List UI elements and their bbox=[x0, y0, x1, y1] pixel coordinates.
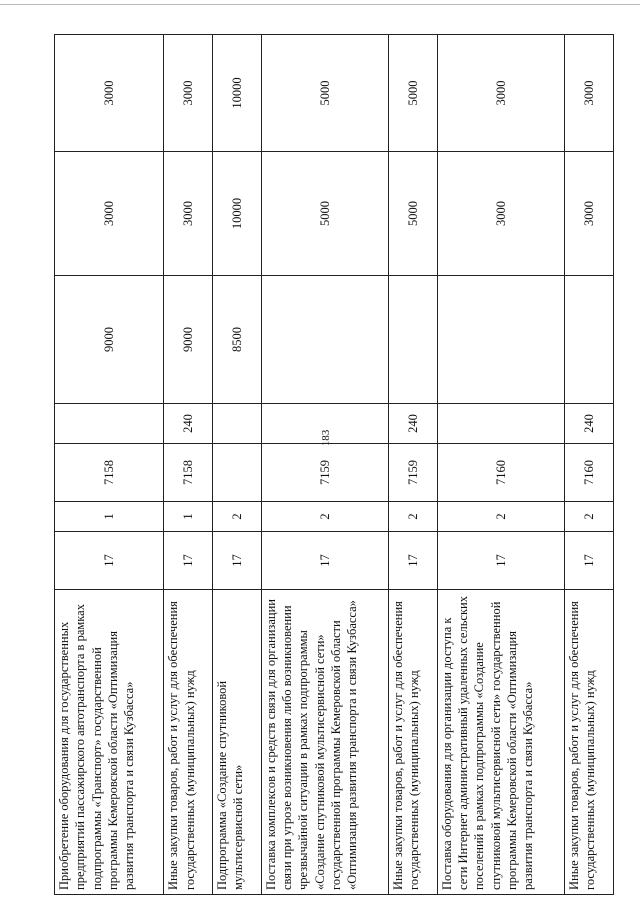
cell-amount-2: 5000 bbox=[389, 152, 438, 276]
row-description: Иные закупки товаров, работ и услуг для обеспечения государственных (муниципальных) нужд bbox=[164, 590, 213, 895]
cell-amount-3: 3000 bbox=[55, 35, 164, 152]
table-row bbox=[261, 35, 388, 895]
cell-subsection: 1 bbox=[55, 502, 164, 532]
table-row bbox=[164, 35, 213, 895]
cell-amount-2: 3000 bbox=[55, 152, 164, 276]
cell-amount-1: 9000 bbox=[164, 276, 213, 404]
scan-edge-line bbox=[0, 4, 640, 5]
cell-expense-type bbox=[261, 404, 388, 444]
cell-amount-3: 5000 bbox=[389, 35, 438, 152]
cell-expense-type: 240 bbox=[389, 404, 438, 444]
cell-expense-type: 240 bbox=[565, 404, 614, 444]
cell-section: 17 bbox=[565, 532, 614, 590]
cell-amount-3: 3000 bbox=[437, 35, 564, 152]
cell-amount-2: 10000 bbox=[213, 152, 262, 276]
cell-expense-type bbox=[213, 404, 262, 444]
cell-section: 17 bbox=[55, 532, 164, 590]
cell-amount-3: 5000 bbox=[261, 35, 388, 152]
cell-target-article: 7160 bbox=[565, 444, 614, 502]
cell-section: 17 bbox=[164, 532, 213, 590]
cell-expense-type bbox=[55, 404, 164, 444]
cell-target-article bbox=[213, 444, 262, 502]
page-number: 183 bbox=[320, 429, 332, 447]
cell-amount-1 bbox=[261, 276, 388, 404]
cell-section: 17 bbox=[437, 532, 564, 590]
cell-expense-type: 240 bbox=[164, 404, 213, 444]
cell-section: 17 bbox=[261, 532, 388, 590]
cell-amount-2: 3000 bbox=[164, 152, 213, 276]
row-description: Приобретение оборудования для государственных предприятий пассажирского автотранспорта в рамках подпрограммы «Транспорт» государственной программы Кемеровской области «Оптимизация развития транспорта и связи Кузбасса» bbox=[55, 590, 164, 895]
cell-target-article: 7158 bbox=[164, 444, 213, 502]
cell-amount-1: 8500 bbox=[213, 276, 262, 404]
row-description: Поставка комплексов и средств связи для организации связи при угрозе возникновения либо возникновении чрезвычайной ситуации в рамках подпрограммы «Создание спутниковой мультисервисной сети» государственной программы Кемеровской области «Оптимизация развития транспорта и связи Кузбасса» bbox=[261, 590, 388, 895]
cell-target-article: 7159 bbox=[389, 444, 438, 502]
cell-amount-2: 5000 bbox=[261, 152, 388, 276]
table-row bbox=[437, 35, 564, 895]
cell-target-article: 7160 bbox=[437, 444, 564, 502]
cell-section: 17 bbox=[389, 532, 438, 590]
cell-subsection: 1 bbox=[164, 502, 213, 532]
cell-amount-1: 9000 bbox=[55, 276, 164, 404]
cell-amount-3: 10000 bbox=[213, 35, 262, 152]
row-description: Подпрограмма «Создание спутниковой мультисервисной сети» bbox=[213, 590, 262, 895]
cell-amount-3: 3000 bbox=[565, 35, 614, 152]
cell-target-article: 7159 bbox=[261, 444, 388, 502]
row-description: Поставка оборудования для организации доступа к сети Интернет административный удаленных сельских поселений в рамках подпрограммы «Создание спутниковой мультисервисной сети» государственной программы Кемеровской области «Оптимизация развития транспорта и связи Кузбасса» bbox=[437, 590, 564, 895]
row-description: Иные закупки товаров, работ и услуг для обеспечения государственных (муниципальных) нужд bbox=[565, 590, 614, 895]
cell-section: 17 bbox=[213, 532, 262, 590]
cell-subsection: 2 bbox=[261, 502, 388, 532]
table-row bbox=[565, 35, 614, 895]
cell-subsection: 2 bbox=[389, 502, 438, 532]
cell-subsection: 2 bbox=[565, 502, 614, 532]
cell-amount-1 bbox=[565, 276, 614, 404]
table-row bbox=[389, 35, 438, 895]
budget-table bbox=[54, 34, 614, 895]
table-row bbox=[55, 35, 164, 895]
cell-amount-3: 3000 bbox=[164, 35, 213, 152]
row-description: Иные закупки товаров, работ и услуг для обеспечения государственных (муниципальных) нужд bbox=[389, 590, 438, 895]
budget-table-rotated bbox=[54, 35, 614, 895]
cell-amount-1 bbox=[389, 276, 438, 404]
table-row bbox=[213, 35, 262, 895]
cell-amount-2: 3000 bbox=[565, 152, 614, 276]
cell-amount-1 bbox=[437, 276, 564, 404]
cell-amount-2: 3000 bbox=[437, 152, 564, 276]
cell-subsection: 2 bbox=[213, 502, 262, 532]
cell-expense-type bbox=[437, 404, 564, 444]
cell-subsection: 2 bbox=[437, 502, 564, 532]
cell-target-article: 7158 bbox=[55, 444, 164, 502]
